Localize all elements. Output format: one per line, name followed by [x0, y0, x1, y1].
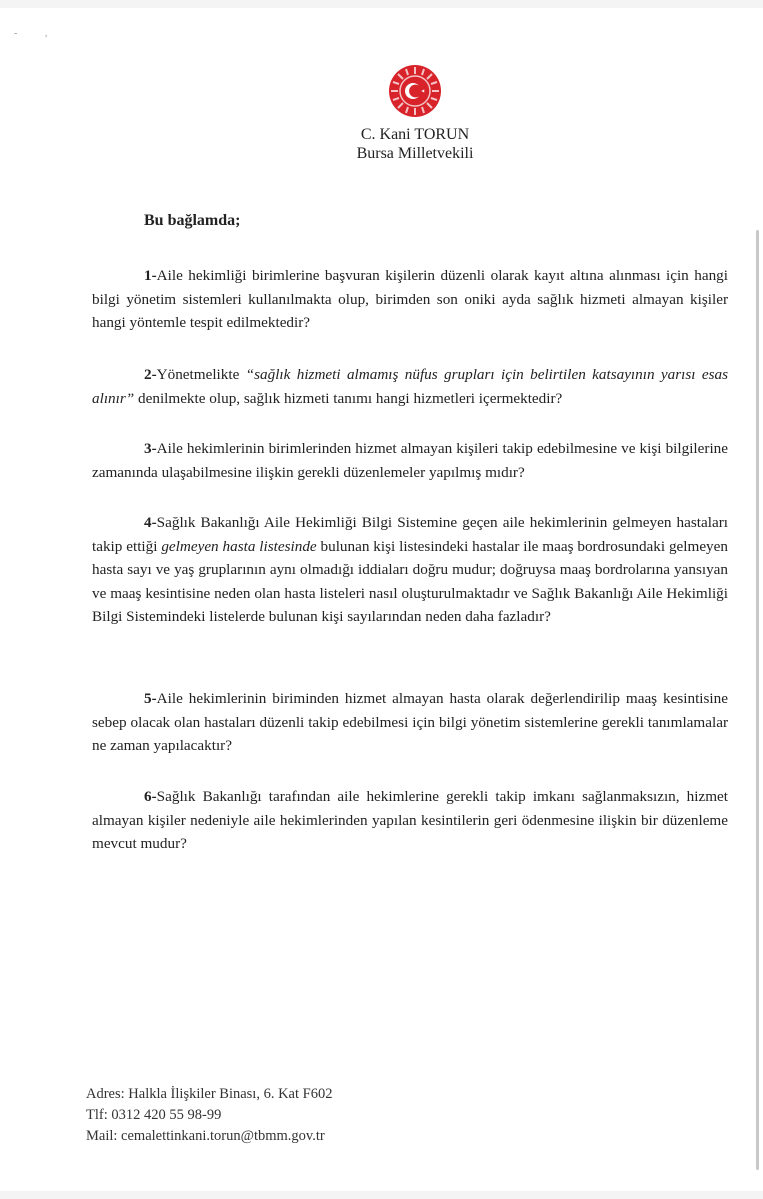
question-text: Aile hekimliği birimlerine başvuran kişilerin düzenli olarak kayıt altına alınması için hangi bilgi yönetim sistemleri kullanılmakta olup, birimden son oniki ayda sağlık hizmeti almayan kişiler hangi yöntemle tespit edilmektedir?: [92, 267, 728, 331]
question-number: 3-: [144, 440, 157, 457]
document-page: [0, 8, 763, 1191]
question-text: Sağlık Bakanlığı tarafından aile hekimlerine gerekli takip imkanı sağlanmaksızın, hizmet almayan kişiler nedeniyle aile hekimlerinden yapılan kesintilerin geri ödenmesine ilişkin bir düzenleme mevcut mudur?: [92, 788, 728, 852]
scan-marks: - ,: [14, 28, 48, 39]
question-number: 1-: [144, 267, 157, 284]
question-6: [92, 785, 728, 856]
question-number: 4-: [144, 514, 157, 531]
question-number: 5-: [144, 690, 157, 707]
question-4: [92, 511, 728, 629]
question-number: 6-: [144, 788, 157, 805]
footer-mail: Mail: cemalettinkani.torun@tbmm.gov.tr: [86, 1128, 325, 1144]
question-quote: “sağlık hizmeti almamış nüfus grupları için belirtilen katsayının yarısı esas alınır”: [92, 366, 728, 407]
question-text-post: denilmekte olup, sağlık hizmeti tanımı hangi hizmetleri içermektedir?: [134, 389, 563, 407]
intro-heading: Bu bağlamda;: [144, 212, 241, 229]
question-1: [92, 264, 728, 335]
question-3: [92, 437, 728, 484]
question-italic: gelmeyen hasta listesinde: [161, 537, 317, 555]
footer-phone: Tlf: 0312 420 55 98-99: [86, 1107, 222, 1123]
scrollbar[interactable]: [756, 230, 759, 1170]
question-text-pre: Yönetmelikte: [156, 366, 246, 383]
question-text: Aile hekimlerinin birimlerinden hizmet almayan kişileri takip edebilmesine ve kişi bilgilerine zamanında ulaşabilmesine ilişkin gerekli düzenlemeler yapılmış mıdır?: [92, 440, 728, 481]
author-name: C. Kani TORUN: [360, 126, 470, 143]
footer-address: Adres: Halkla İlişkiler Binası, 6. Kat F602: [86, 1086, 333, 1102]
question-text-post: bulunan kişi listesindeki hastalar ile maaş bordrosundaki gelmeyen hasta sayı ve yaş gruplarının aynı olmadığı iddiaları doğru mudur; doğruysa maaş bordrolarına yansıyan ve maaş kesintisine neden olan hasta listeleri nasıl oluşturulmaktadır ve Sağlık Bakanlığı Aile Hekimliği Bilgi Sistemindeki listelerde bulunan kişi sayılarından neden daha fazladır?: [92, 537, 728, 625]
question-number: 2-: [144, 366, 157, 383]
question-text: Aile hekimlerinin biriminden hizmet almayan hasta olarak değerlendirilip maaş kesintisine sebep olacak olan hastaları düzenli takip edebilmesi için bilgi yönetim sistemlerine gerekli tanımlamalar ne zaman yapılacaktır?: [92, 690, 728, 754]
question-text-pre: Sağlık Bakanlığı Aile Hekimliği Bilgi Sistemine geçen aile hekimlerinin gelmeyen hastaları takip ettiği: [92, 514, 728, 555]
tbmm-seal-icon: [388, 64, 442, 118]
question-5: [92, 687, 728, 758]
question-2: [92, 363, 728, 410]
author-title: Bursa Milletvekili: [356, 145, 474, 162]
